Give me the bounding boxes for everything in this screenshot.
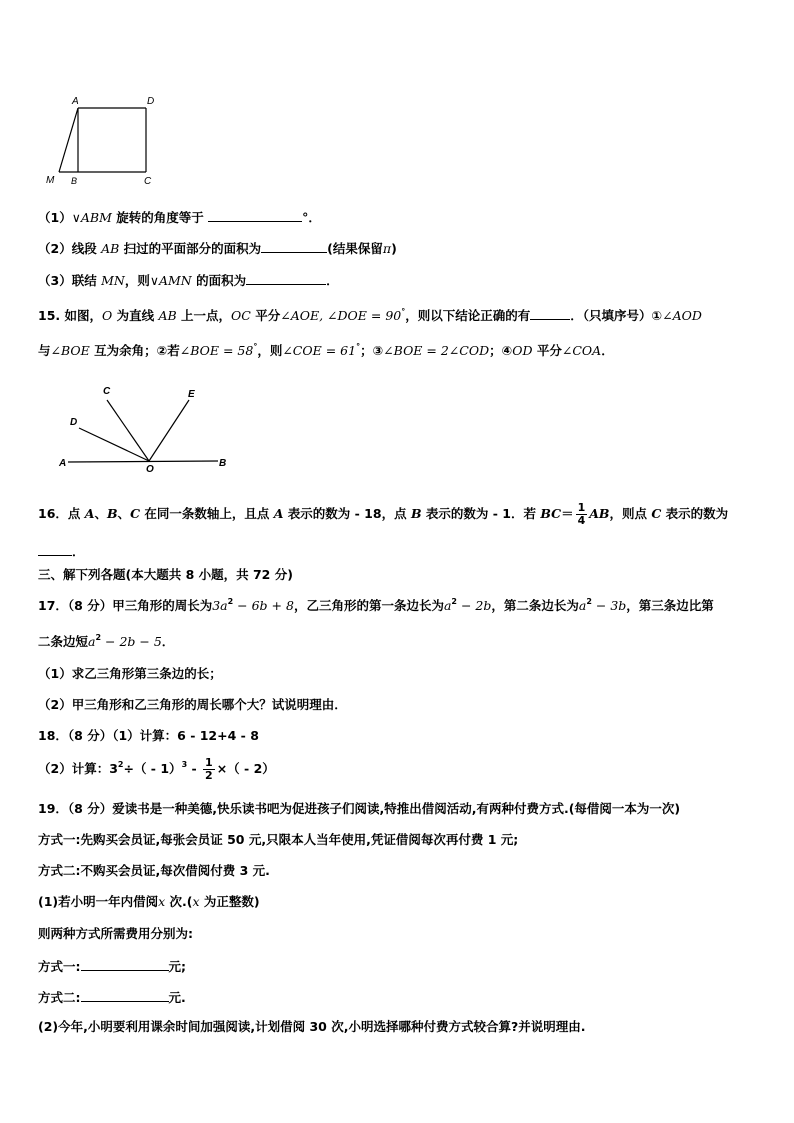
q18-line1: 18．（8 分）（1）计算：6 - 12+4 - 8 — [38, 728, 259, 743]
q19-line5: 则两种方式所需费用分别为: — [38, 926, 193, 941]
q19-line3: 方式二:不购买会员证,每次借阅付费 3 元. — [38, 863, 270, 878]
q14-part2: （2）线段 AB 扫过的平面部分的面积为 (结果保留π) — [38, 238, 397, 258]
q19-line6: 方式一: 元; — [38, 956, 186, 976]
q19-blank-1[interactable] — [81, 956, 169, 971]
angle-figure — [50, 376, 250, 476]
fraction-one-half: $\frac{1}{2}$ — [205, 756, 213, 782]
q14-blank-3[interactable] — [246, 270, 326, 285]
q14-blank-1[interactable] — [208, 207, 302, 222]
q19-line4: (1)若小明一年内借阅x 次.(x 为正整数) — [38, 894, 260, 909]
label-B2: B — [219, 458, 227, 469]
q17-line2: 二条边短$a^2 - 2b - 5$． — [38, 633, 175, 649]
q14-part3: （3）联结 MN，则∨AMN 的面积为 ． — [38, 270, 339, 290]
label-A2: A — [59, 458, 67, 469]
q16-line2: ． — [38, 541, 85, 561]
q17-sub1: （1）求乙三角形第三条边的长； — [38, 666, 222, 681]
label-O2: O — [146, 464, 154, 475]
q14-part1: （1）∨ABM 旋转的角度等于 °． — [38, 207, 321, 227]
q15-line2: 与∠BOE 互为余角；②若∠BOE = 58°，则∠COE = 61°；③∠BOE = 2∠COD；④OD 平分∠COA． — [38, 342, 614, 358]
label-E2: E — [188, 389, 195, 400]
fraction-one-quarter: $\frac{1}{4}$ — [577, 501, 586, 527]
q19-line8: (2)今年,小明要利用课余时间加强阅读,计划借阅 30 次,小明选择哪种付费方式较合算?并说明理由. — [38, 1019, 586, 1034]
label-B: B — [71, 176, 78, 186]
section-3-heading: 三、解下列各题(本大题共 8 小题，共 72 分) — [38, 567, 293, 582]
q18-line2: （2）计算：$3^2\div( - 1)^3$ - $\frac{1}{2}$ ×（ - 2） — [38, 756, 275, 782]
label-C: C — [144, 176, 152, 187]
q19-line7: 方式二: 元. — [38, 987, 186, 1007]
square-figure — [40, 92, 170, 192]
q17-line1: 17．（8 分）甲三角形的周长为$3a^2 - 6b + 8$，乙三角形的第一条边长为$a^2 - 2b$，第二条边长为$a^2 - 3b$，第三条边比第 — [38, 597, 714, 613]
q17-sub2: （2）甲三角形和乙三角形的周长哪个大？试说明理由． — [38, 697, 347, 712]
label-A: A — [72, 96, 79, 107]
label-C2: C — [103, 386, 111, 397]
label-D: D — [147, 96, 155, 107]
q14-blank-2[interactable] — [261, 238, 327, 253]
q19-line2: 方式一:先购买会员证,每张会员证 50 元,只限本人当年使用,凭证借阅每次再付费 1 元; — [38, 832, 519, 847]
q16-line1: 16．点 A、B、C 在同一条数轴上，且点 A 表示的数为 - 18，点 B 表示的数为 - 1．若 BC＝ $\frac{1}{4}$ AB，则点 C 表示的数为 — [38, 501, 729, 527]
q15-line1: 15. 如图，O 为直线 AB 上一点，OC 平分∠AOE, ∠DOE = 90°，则以下结论正确的有 ．（只填序号）①∠AOD — [38, 307, 702, 323]
q19-blank-2[interactable] — [81, 987, 169, 1002]
q19-line1: 19．（8 分）爱读书是一种美德,快乐读书吧为促进孩子们阅读,特推出借阅活动,有两种付费方式.(每借阅一本为一次) — [38, 801, 681, 816]
label-D2: D — [70, 417, 78, 428]
label-M: M — [46, 175, 55, 186]
q15-blank[interactable] — [530, 305, 570, 320]
q16-blank[interactable] — [38, 541, 72, 556]
